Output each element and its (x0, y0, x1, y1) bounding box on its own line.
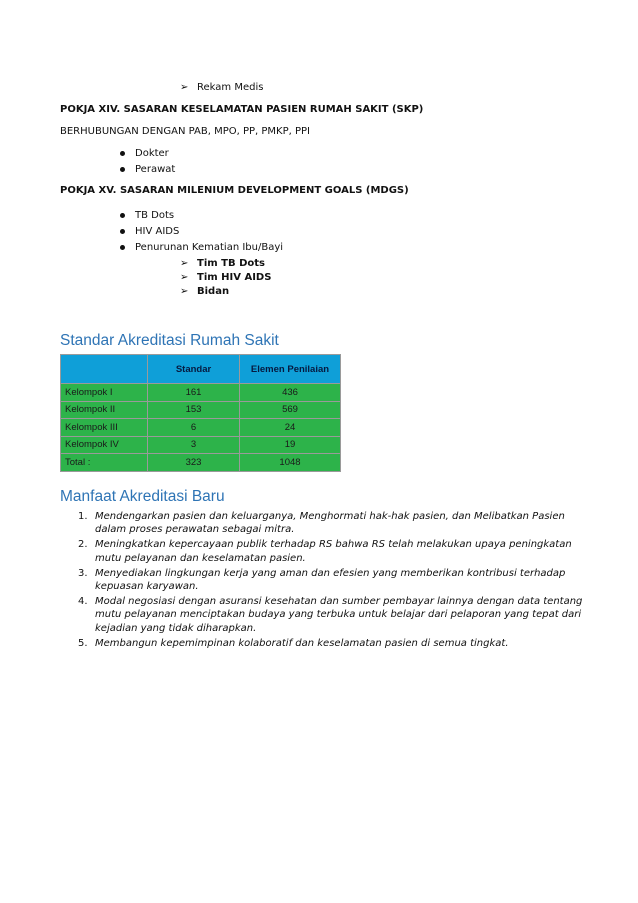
list-item (78, 567, 598, 593)
list-item: HIV AIDS (135, 226, 180, 237)
arrow-bullet-icon: ➢ (180, 286, 189, 297)
pokja14-heading: POKJA XIV. SASARAN KESELAMATAN PASIEN RUMAH SAKIT (SKP) (60, 104, 424, 115)
list-item: Dokter (135, 148, 169, 159)
list-number: 1. (78, 511, 88, 522)
table-cell: 6 (148, 419, 240, 437)
table-header-row (61, 355, 341, 384)
table-row (61, 401, 341, 419)
table-cell: Kelompok IV (61, 436, 148, 454)
list-item: Perawat (135, 164, 176, 175)
table-cell: 569 (240, 401, 341, 419)
table-cell: 153 (148, 401, 240, 419)
bullet-dot-icon (120, 229, 125, 234)
table-cell: 436 (240, 384, 341, 402)
list-number: 4. (78, 596, 88, 608)
table-cell: 323 (148, 454, 240, 472)
list-item-text: Membangun kepemimpinan kolaboratif dan keselamatan pasien di semua tingkat. (95, 637, 509, 649)
table-header-cell (61, 355, 148, 384)
arrow-bullet-icon: ➢ (180, 258, 189, 269)
table-cell: Total : (61, 454, 148, 472)
list-item (78, 637, 598, 650)
bullet-dot-icon (120, 151, 125, 156)
standar-table (60, 354, 341, 472)
sub-list-item: Bidan (197, 286, 230, 297)
table-row (61, 436, 341, 454)
pokja14-subheading: BERHUBUNGAN DENGAN PAB, MPO, PP, PMKP, PPI (60, 126, 310, 137)
list-item: TB Dots (135, 210, 175, 221)
table-cell: Kelompok II (61, 401, 148, 419)
table-row (61, 384, 341, 402)
list-item: Penurunan Kematian Ibu/Bayi (135, 242, 284, 253)
table-cell: 161 (148, 384, 240, 402)
bullet-dot-icon (120, 167, 125, 172)
bullet-dot-icon (120, 245, 125, 250)
table-cell: 24 (240, 419, 341, 437)
manfaat-section-title: Manfaat Akreditasi Baru (60, 488, 225, 505)
sub-list-item: Tim TB Dots (197, 258, 265, 269)
table-row (61, 419, 341, 437)
list-item (78, 538, 598, 564)
list-item-text: Mendengarkan pasien dan keluarganya, Menghormati hak-hak pasien, dan Melibatkan Pasien dalam proses perawatan sebagai mitra. (95, 511, 565, 536)
sub-list-item: Tim HIV AIDS (197, 272, 272, 283)
pokja15-heading: POKJA XV. SASARAN MILENIUM DEVELOPMENT GOALS (MDGS) (60, 185, 409, 196)
table-cell: 19 (240, 436, 341, 454)
arrow-bullet-icon: ➢ (180, 272, 189, 283)
standar-section-title: Standar Akreditasi Rumah Sakit (60, 332, 279, 349)
table-cell: Kelompok III (61, 419, 148, 437)
list-number: 2. (78, 539, 88, 551)
list-item-text: Menyediakan lingkungan kerja yang aman dan efesien yang memberikan kontribusi terhadap kepuasan karyawan. (95, 567, 566, 593)
arrow-bullet-icon: ➢ (180, 82, 189, 93)
manfaat-list (78, 510, 598, 652)
table-header-cell: Standar (148, 355, 240, 384)
table-row-total (61, 454, 341, 472)
list-number: 5. (78, 637, 88, 649)
table-cell: 3 (148, 436, 240, 454)
table-cell: Kelompok I (61, 384, 148, 402)
list-number: 3. (78, 567, 88, 579)
bullet-dot-icon (120, 213, 125, 218)
list-item-text: Meningkatkan kepercayaan publik terhadap RS bahwa RS telah melakukan upaya peningkatan mutu pelayanan dan keselamatan pasien. (95, 539, 572, 564)
table-cell: 1048 (240, 454, 341, 472)
list-item (78, 595, 598, 635)
list-item-rekam-medis: Rekam Medis (197, 82, 264, 93)
table-header-cell: Elemen Penilaian (240, 355, 341, 384)
list-item-text: Modal negosiasi dengan asuransi kesehatan dan sumber pembayar lainnya dengan data tentang mutu pelayanan menciptakan budaya yang terbuka untuk belajar dari pelaporan yang tepat dari kejadian yang tidak diharapkan. (95, 596, 583, 634)
list-item (78, 510, 598, 536)
